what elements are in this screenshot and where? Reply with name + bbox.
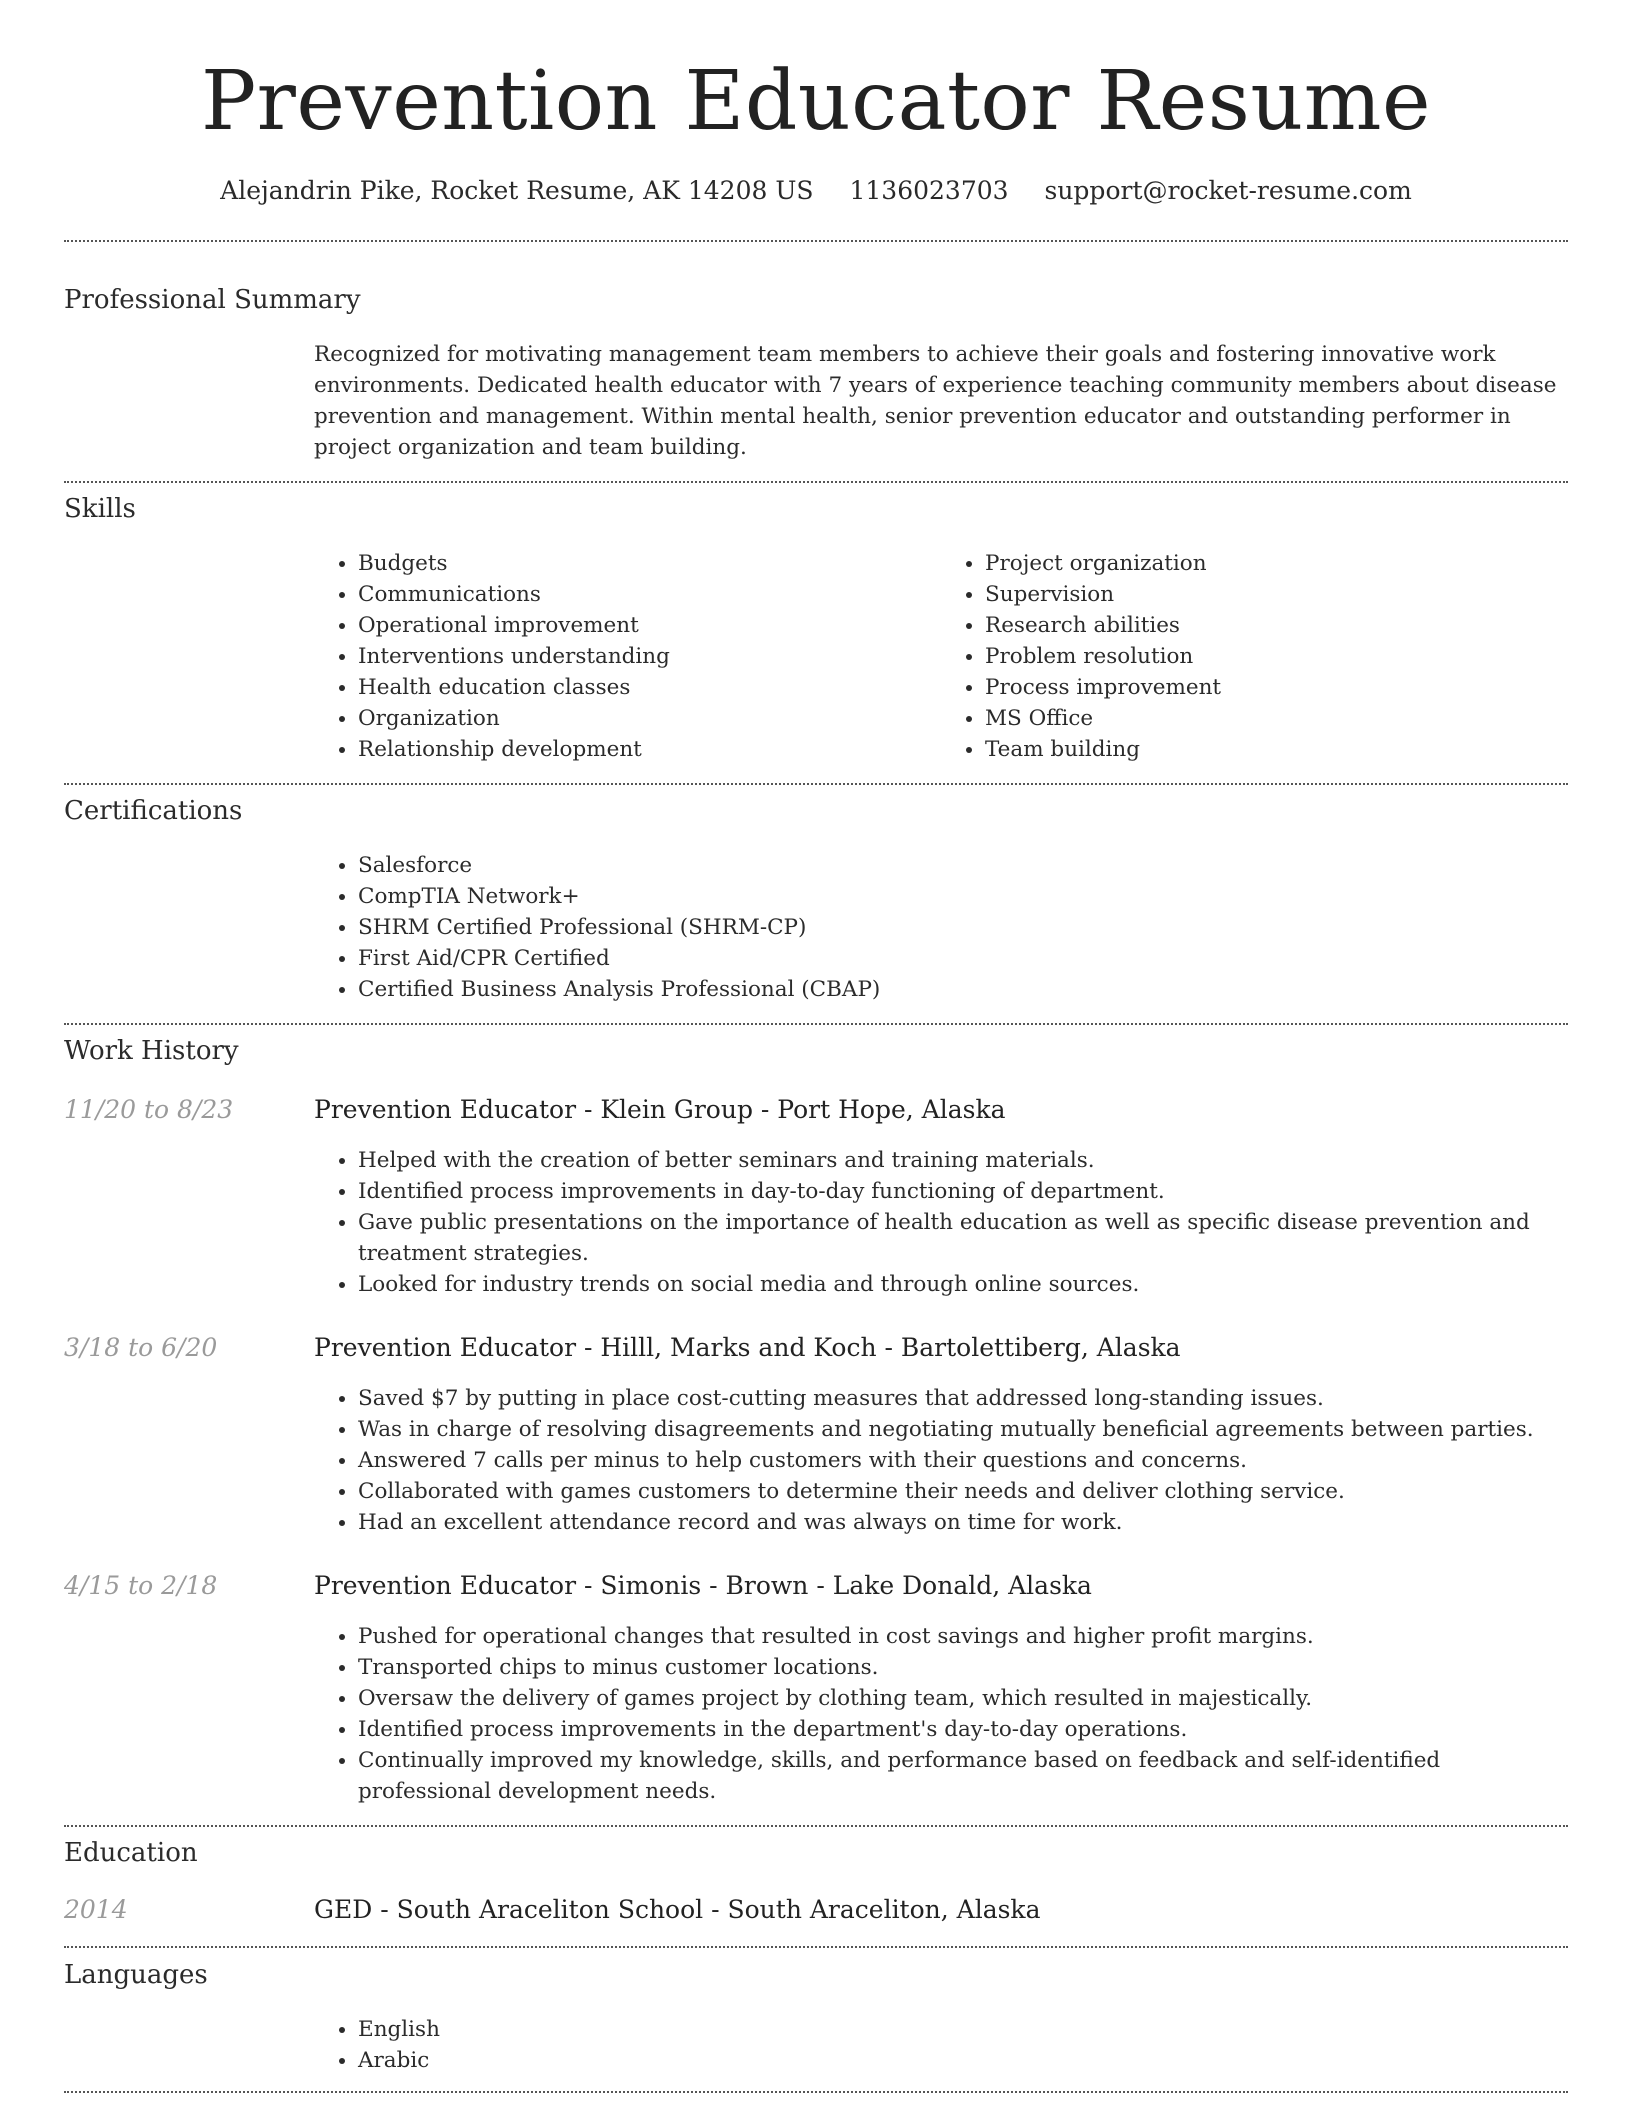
list-item: • Operational improvement [358, 610, 941, 641]
job-title: Prevention Educator - Klein Group - Port Hope, Alaska [314, 1095, 1006, 1124]
list-item: • Oversaw the delivery of games project by clothing team, which resulted in majestically. [358, 1683, 1568, 1714]
section-divider [64, 783, 1568, 785]
list-item: • Arabic [358, 2045, 1568, 2076]
summary-heading: Professional Summary [64, 285, 361, 315]
contact-email[interactable]: support@rocket-resume.com [1044, 176, 1412, 205]
job-bullets [314, 1145, 1568, 1300]
list-item: • Certified Business Analysis Professional (CBAP) [358, 974, 1568, 1005]
list-item: • Helped with the creation of better seminars and training materials. [358, 1145, 1568, 1176]
skills-column-right [941, 548, 1568, 765]
list-item: • Health education classes [358, 672, 941, 703]
skills-list [314, 548, 1568, 765]
list-item: • Communications [358, 579, 941, 610]
list-item: • Budgets [358, 548, 941, 579]
job-title: Prevention Educator - Simonis - Brown - Lake Donald, Alaska [314, 1571, 1092, 1600]
page-title: Prevention Educator Resume [201, 54, 1431, 149]
list-item: • Saved $7 by putting in place cost-cutting measures that addressed long-standing issues. [358, 1383, 1568, 1414]
section-divider [64, 1825, 1568, 1827]
list-item: • Organization [358, 703, 941, 734]
list-item: • Answered 7 calls per minus to help customers with their questions and concerns. [358, 1445, 1568, 1476]
certifications-heading: Certifications [64, 796, 243, 826]
skills-heading: Skills [64, 494, 136, 524]
job-title: Prevention Educator - Hilll, Marks and Koch - Bartolettiberg, Alaska [314, 1333, 1181, 1362]
resume-page [64, 0, 1568, 2073]
list-item: • Was in charge of resolving disagreements and negotiating mutually beneficial agreements between parties. [358, 1414, 1568, 1445]
list-item: • Continually improved my knowledge, skills, and performance based on feedback and self-identified professional development needs. [358, 1745, 1568, 1807]
list-item: • Had an excellent attendance record and was always on time for work. [358, 1507, 1568, 1538]
list-item: • Interventions understanding [358, 641, 941, 672]
list-item: • Identified process improvements in day-to-day functioning of department. [358, 1176, 1568, 1207]
section-divider [64, 2091, 1568, 2093]
skills-column-left [314, 548, 941, 765]
education-title: GED - South Araceliton School - South Araceliton, Alaska [314, 1895, 1041, 1924]
list-item: • Process improvement [985, 672, 1568, 703]
job-header [64, 1093, 1568, 1127]
list-item: • Team building [985, 734, 1568, 765]
list-item: • Relationship development [358, 734, 941, 765]
list-item: • CompTIA Network+ [358, 881, 1568, 912]
list-item: • Project organization [985, 548, 1568, 579]
job-header [64, 1569, 1568, 1603]
list-item: • Identified process improvements in the department's day-to-day operations. [358, 1714, 1568, 1745]
list-item: • MS Office [985, 703, 1568, 734]
summary-text: Recognized for motivating management team members to achieve their goals and fostering innovative work environments. Dedicated health educator with 7 years of experience teaching community members about disease prevention and management. Within mental health, senior prevention educator and outstanding performer in project organization and team building. [314, 342, 1557, 460]
languages-list [314, 2014, 1568, 2076]
section-divider [64, 240, 1568, 242]
section-divider [64, 1023, 1568, 1025]
job-dates: 11/20 to 8/23 [64, 1095, 234, 1124]
list-item: • Pushed for operational changes that resulted in cost savings and higher profit margins. [358, 1621, 1568, 1652]
certifications-list [314, 850, 1568, 1005]
contact-line [64, 174, 1568, 208]
education-heading: Education [64, 1838, 198, 1868]
education-entry [64, 1893, 1568, 1927]
list-item: • Gave public presentations on the importance of health education as well as specific disease prevention and treatment strategies. [358, 1207, 1568, 1269]
education-year: 2014 [64, 1895, 128, 1924]
list-item: • Supervision [985, 579, 1568, 610]
contact-address: Alejandrin Pike, Rocket Resume, AK 14208 US [220, 176, 814, 205]
section-divider [64, 1946, 1568, 1948]
work-heading: Work History [64, 1036, 239, 1066]
list-item: • Research abilities [985, 610, 1568, 641]
list-item: • First Aid/CPR Certified [358, 943, 1568, 974]
list-item: • Collaborated with games customers to determine their needs and deliver clothing service. [358, 1476, 1568, 1507]
section-divider [64, 481, 1568, 483]
job-dates: 4/15 to 2/18 [64, 1571, 218, 1600]
list-item: • English [358, 2014, 1568, 2045]
job-dates: 3/18 to 6/20 [64, 1333, 218, 1362]
list-item: • Salesforce [358, 850, 1568, 881]
list-item: • Transported chips to minus customer locations. [358, 1652, 1568, 1683]
job-bullets [314, 1383, 1568, 1538]
job-header [64, 1331, 1568, 1365]
list-item: • SHRM Certified Professional (SHRM-CP) [358, 912, 1568, 943]
list-item: • Problem resolution [985, 641, 1568, 672]
contact-phone: 1136023703 [849, 176, 1009, 205]
list-item: • Looked for industry trends on social media and through online sources. [358, 1269, 1568, 1300]
languages-heading: Languages [64, 1960, 208, 1990]
job-bullets [314, 1621, 1568, 1807]
